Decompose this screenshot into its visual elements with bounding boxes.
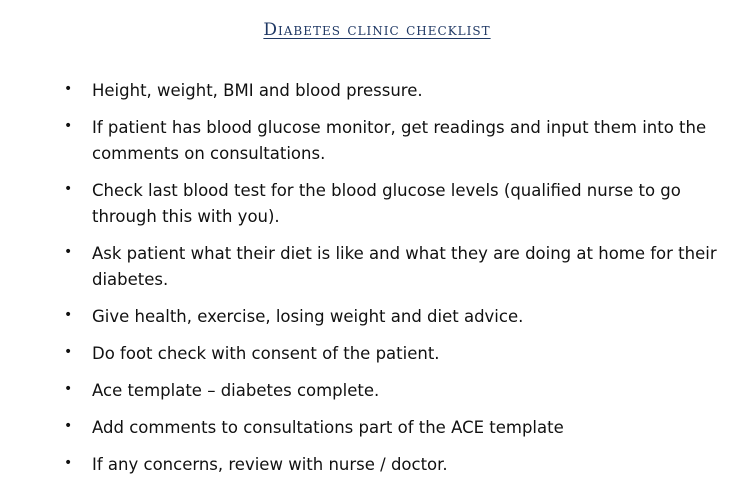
checklist <box>0 78 754 478</box>
list-item <box>0 341 754 367</box>
list-item-text: Ask patient what their diet is like and what they are doing at home for their diabetes. <box>92 244 717 289</box>
list-item <box>0 415 754 441</box>
list-item-text: If any concerns, review with nurse / doctor. <box>92 455 448 474</box>
list-item <box>0 452 754 478</box>
bullet-icon: • <box>64 118 73 134</box>
bullet-icon: • <box>64 455 73 471</box>
bullet-icon: • <box>64 81 73 97</box>
list-item <box>0 78 754 104</box>
list-item <box>0 378 754 404</box>
page-title: Diabetes clinic checklist <box>263 20 491 40</box>
bullet-icon: • <box>64 181 73 197</box>
bullet-icon: • <box>64 418 73 434</box>
bullet-icon: • <box>64 344 73 360</box>
list-item-text: Give health, exercise, losing weight and diet advice. <box>92 307 524 326</box>
list-item <box>0 304 754 330</box>
bullet-icon: • <box>64 381 73 397</box>
list-item <box>0 241 754 293</box>
list-item-text: Ace template – diabetes complete. <box>92 381 380 400</box>
bullet-icon: • <box>64 244 73 260</box>
list-item-text: Check last blood test for the blood glucose levels (qualified nurse to go through this with you). <box>92 181 681 226</box>
list-item-text: Add comments to consultations part of the ACE template <box>92 418 564 437</box>
list-item-text: Do foot check with consent of the patient. <box>92 344 440 363</box>
bullet-icon: • <box>64 307 73 323</box>
list-item-text: If patient has blood glucose monitor, get readings and input them into the comments on consultations. <box>92 118 707 163</box>
list-item <box>0 178 754 230</box>
list-item-text: Height, weight, BMI and blood pressure. <box>92 81 423 100</box>
list-item <box>0 115 754 167</box>
